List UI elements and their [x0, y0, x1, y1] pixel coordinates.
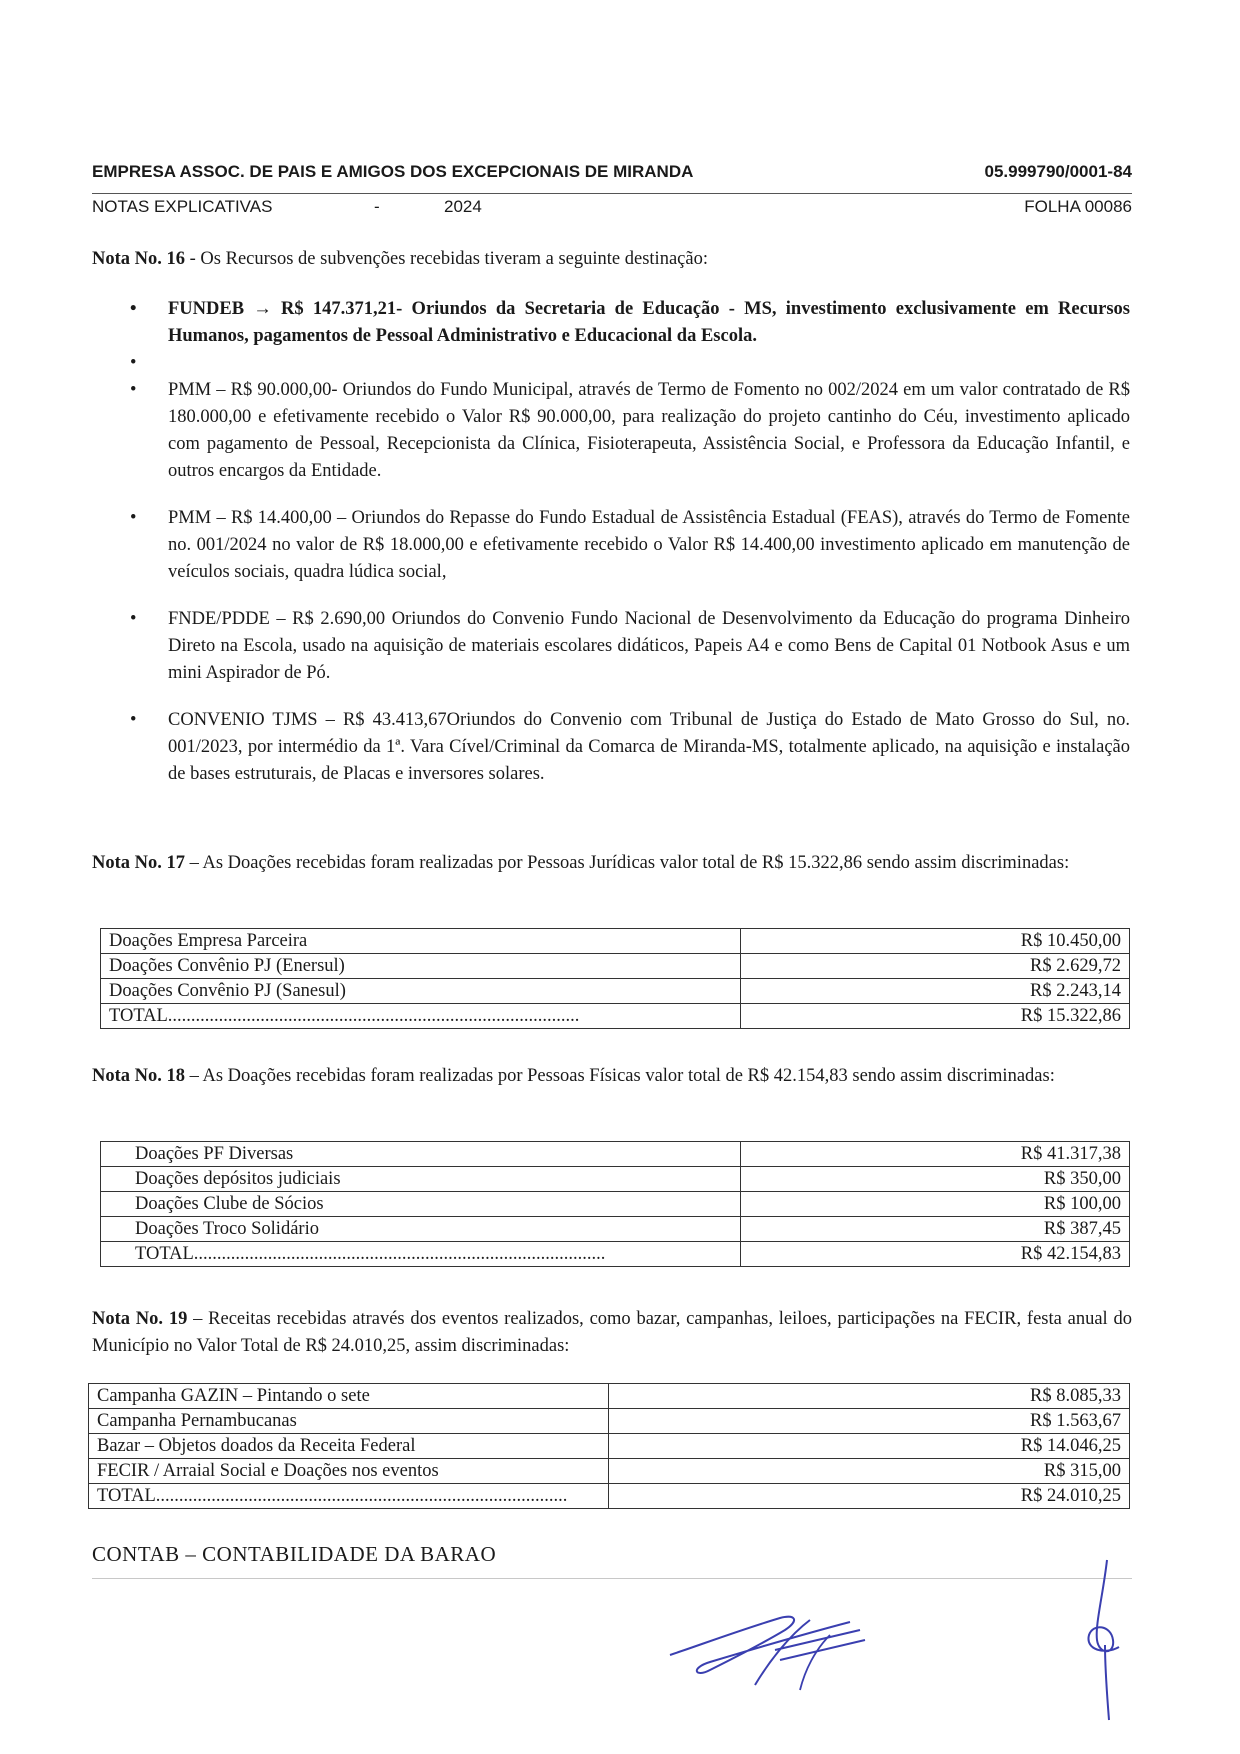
- bullet-text: FUNDEB → R$ 147.371,21- Oriundos da Secretaria de Educação - MS, investimento exclusivamente em Recursos Humanos, pagamentos de Pessoal Administrativo e Educacional da Escola.: [168, 299, 1130, 346]
- nota-19-text: – Receitas recebidas através dos eventos realizados, como bazar, campanhas, leiloes, participações na FECIR, festa anual do Município no Valor Total de R$ 24.010,25, assim discriminadas:: [92, 1309, 1132, 1356]
- table-row: [101, 1142, 1130, 1167]
- row-value: R$ 42.154,83: [740, 1242, 1129, 1267]
- table-row: [89, 1384, 1130, 1409]
- row-value: R$ 8.085,33: [608, 1384, 1129, 1409]
- nota-16-intro: [92, 246, 1132, 273]
- row-value: R$ 15.322,86: [740, 1004, 1129, 1029]
- row-desc: Doações Empresa Parceira: [101, 929, 741, 954]
- nota-17-label: Nota No. 17: [92, 853, 186, 873]
- bullet-item: [130, 707, 1130, 788]
- header-rule: [92, 193, 1132, 194]
- nota-19-label: Nota No. 19: [92, 1309, 188, 1329]
- row-value: R$ 24.010,25: [608, 1484, 1129, 1509]
- row-value: R$ 315,00: [608, 1459, 1129, 1484]
- row-desc: Doações depósitos judiciais: [101, 1167, 741, 1192]
- bullet-dot-icon: •: [130, 609, 137, 629]
- signature-left-icon: [660, 1590, 910, 1700]
- row-desc: TOTAL.........................................................................................: [101, 1242, 741, 1267]
- section-dash: -: [374, 197, 380, 216]
- table-row-total: [89, 1484, 1130, 1509]
- table-row: [89, 1459, 1130, 1484]
- row-desc: Doações Troco Solidário: [101, 1217, 741, 1242]
- table-row: [101, 1217, 1130, 1242]
- row-value: R$ 387,45: [740, 1217, 1129, 1242]
- table-row: [101, 979, 1130, 1004]
- sheet-number: FOLHA 00086: [1024, 197, 1132, 216]
- section-year: 2024: [444, 197, 482, 216]
- row-desc: TOTAL.........................................................................................: [101, 1004, 741, 1029]
- row-value: R$ 10.450,00: [740, 929, 1129, 954]
- table-row-total: [101, 1004, 1130, 1029]
- bullet-dot-icon: •: [130, 299, 137, 319]
- bullet-text: PMM – R$ 90.000,00- Oriundos do Fundo Municipal, através de Termo de Fomento no 002/2024 em um valor contratado de R$ 180.000,00 e efetivamente recebido o Valor R$ 90.000,00, para realização do projeto cantinho do Céu, investimento aplicado com pagamento de Pessoal, Recepcionista da Clínica, Fisioterapeuta, Assistência Social, e Professora da Educação Infantil, e outros encargos da Entidade.: [168, 380, 1130, 481]
- nota-17-table: [100, 928, 1130, 1029]
- row-desc: Doações Clube de Sócios: [101, 1192, 741, 1217]
- table-row: [89, 1409, 1130, 1434]
- row-desc: FECIR / Arraial Social e Doações nos eventos: [89, 1459, 609, 1484]
- row-value: R$ 2.629,72: [740, 954, 1129, 979]
- nota-16-label: Nota No. 16: [92, 249, 186, 269]
- row-value: R$ 100,00: [740, 1192, 1129, 1217]
- table-row: [101, 929, 1130, 954]
- row-desc: Campanha Pernambucanas: [89, 1409, 609, 1434]
- row-value: R$ 14.046,25: [608, 1434, 1129, 1459]
- bullet-dot-icon: •: [130, 380, 137, 400]
- nota-18-intro: [92, 1063, 1132, 1090]
- table-row: [101, 1167, 1130, 1192]
- bullet-item: [130, 505, 1130, 586]
- nota-19-table: [88, 1383, 1130, 1509]
- nota-18-table: [100, 1141, 1130, 1267]
- row-desc: Campanha GAZIN – Pintando o sete: [89, 1384, 609, 1409]
- nota-16-text: - Os Recursos de subvenções recebidas tiveram a seguinte destinação:: [185, 249, 708, 269]
- row-value: R$ 41.317,38: [740, 1142, 1129, 1167]
- footer-rule: [92, 1578, 1132, 1579]
- nota-19-intro: [92, 1306, 1132, 1360]
- nota-17-text: – As Doações recebidas foram realizadas por Pessoas Jurídicas valor total de R$ 15.322,86 sendo assim discriminadas:: [185, 853, 1070, 873]
- bullet-item: [130, 296, 1130, 350]
- row-desc: TOTAL.........................................................................................: [89, 1484, 609, 1509]
- nota-18-label: Nota No. 18: [92, 1066, 186, 1086]
- row-desc: Bazar – Objetos doados da Receita Federal: [89, 1434, 609, 1459]
- bullet-item: [130, 606, 1130, 687]
- table-row: [101, 1192, 1130, 1217]
- company-name: EMPRESA ASSOC. DE PAIS E AMIGOS DOS EXCEPCIONAIS DE MIRANDA: [92, 162, 694, 181]
- bullet-text: PMM – R$ 14.400,00 – Oriundos do Repasse do Fundo Estadual de Assistência Estadual (FEAS), através do Termo de Fomente no. 001/2024 no valor de R$ 18.000,00 e efetivamente recebido o Valor R$ 14.400,00 investimento aplicado em manutenção de veículos sociais, quadra lúdica social,: [168, 508, 1130, 582]
- row-value: R$ 2.243,14: [740, 979, 1129, 1004]
- bullet-dot-icon: •: [130, 353, 137, 373]
- row-value: R$ 350,00: [740, 1167, 1129, 1192]
- accountant-name: CONTAB – CONTABILIDADE DA BARAO: [92, 1542, 497, 1566]
- table-row-total: [101, 1242, 1130, 1267]
- row-desc: Doações Convênio PJ (Enersul): [101, 954, 741, 979]
- bullet-item: [130, 377, 1130, 485]
- table-row: [89, 1434, 1130, 1459]
- signature-right-icon: [1075, 1555, 1135, 1725]
- cnpj: 05.999790/0001-84: [984, 162, 1132, 181]
- nota-16-bullet-list: [130, 296, 1130, 788]
- table-row: [101, 954, 1130, 979]
- bullet-dot-icon: •: [130, 508, 137, 528]
- document-header: [92, 162, 1132, 182]
- bullet-text: CONVENIO TJMS – R$ 43.413,67Oriundos do Convenio com Tribunal de Justiça do Estado de Mato Grosso do Sul, no. 001/2023, por intermédio da 1ª. Vara Cível/Criminal da Comarca de Miranda-MS, totalmente aplicado, na aquisição e instalação de bases estruturais, de Placas e inversores solares.: [168, 710, 1130, 784]
- row-desc: Doações PF Diversas: [101, 1142, 741, 1167]
- row-desc: Doações Convênio PJ (Sanesul): [101, 979, 741, 1004]
- nota-17-intro: [92, 850, 1132, 877]
- bullet-item-empty: [130, 350, 1130, 377]
- nota-18-text: – As Doações recebidas foram realizadas por Pessoas Físicas valor total de R$ 42.154,83 sendo assim discriminadas:: [185, 1066, 1055, 1086]
- bullet-text: FNDE/PDDE – R$ 2.690,00 Oriundos do Convenio Fundo Nacional de Desenvolvimento da Educação do programa Dinheiro Direto na Escola, usado na aquisição de materiais escolares didáticos, Papeis A4 e como Bens de Capital 01 Notbook Asus e um mini Aspirador de Pó.: [168, 609, 1130, 683]
- section-title: NOTAS EXPLICATIVAS: [92, 197, 273, 216]
- bullet-dot-icon: •: [130, 710, 137, 730]
- row-value: R$ 1.563,67: [608, 1409, 1129, 1434]
